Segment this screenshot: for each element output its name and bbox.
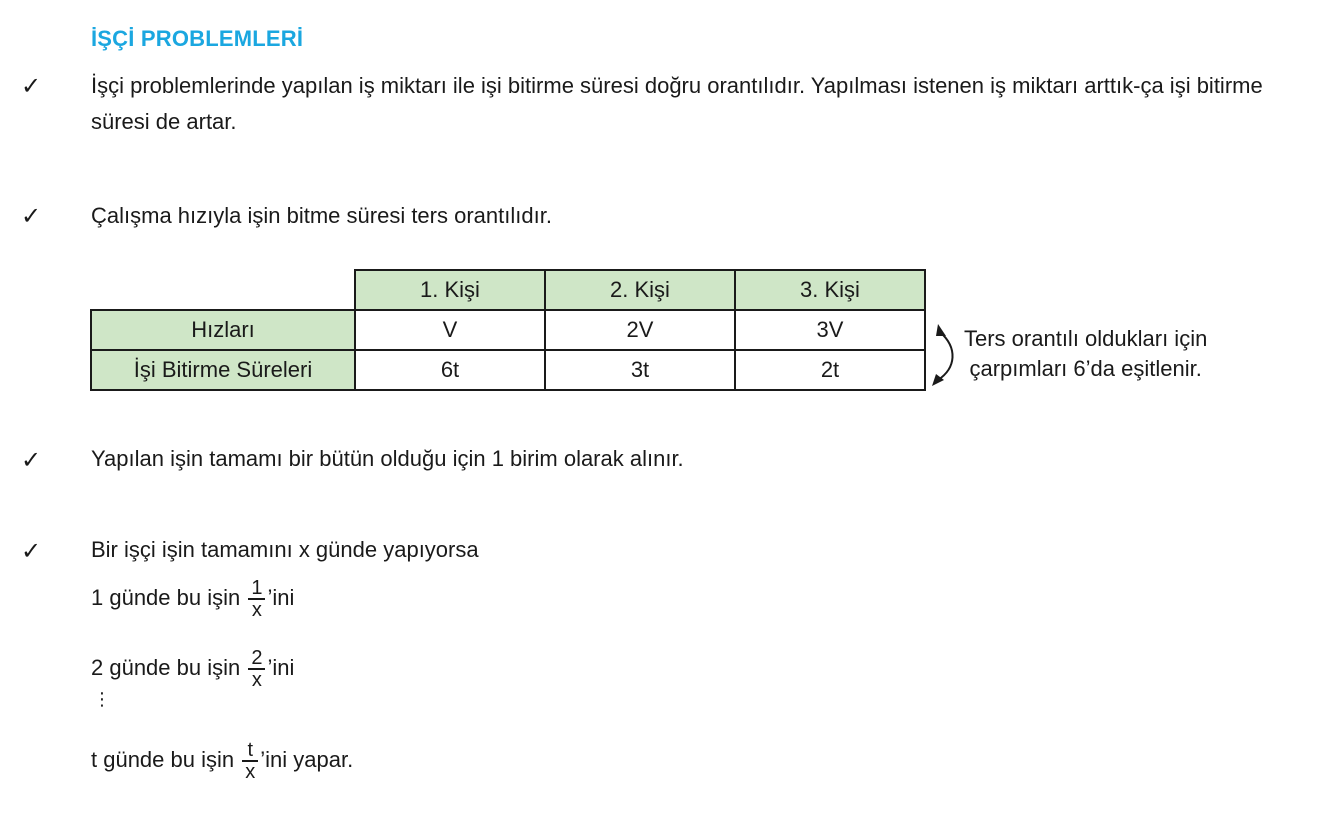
line-suffix: ’ini yapar. [260, 746, 354, 772]
fraction-line-1 [91, 578, 294, 620]
fraction-line-3 [91, 740, 353, 782]
note-line-1: Ters orantılı oldukları için [964, 326, 1208, 351]
check-icon: ✓ [21, 447, 42, 474]
table-cell: 2t [735, 350, 925, 390]
fraction [248, 648, 265, 690]
line-suffix: ’ini [267, 584, 295, 610]
table-header-row [91, 270, 925, 310]
bullet-text-4: Bir işçi işin tamamını x günde yapıyorsa [91, 537, 479, 562]
fraction-denominator: x [251, 599, 262, 621]
check-icon: ✓ [21, 203, 42, 230]
table-cell: V [355, 310, 545, 350]
bullet-text-3: Yapılan işin tamamı bir bütün olduğu için 1 birim olarak alınır. [91, 446, 684, 471]
table-corner [91, 270, 355, 310]
table-cell: 3t [545, 350, 735, 390]
fraction [242, 740, 258, 782]
table-row [91, 350, 925, 390]
speed-time-table [90, 269, 926, 391]
check-icon: ✓ [21, 73, 42, 100]
table-cell: 3V [735, 310, 925, 350]
table-header-cell: 1. Kişi [355, 270, 545, 310]
line-prefix: t günde bu işin [91, 746, 235, 772]
bullet-text-2: Çalışma hızıyla işin bitme süresi ters orantılıdır. [91, 203, 552, 228]
check-icon: ✓ [21, 538, 42, 565]
table-cell: 2V [545, 310, 735, 350]
section-title: İŞÇİ PROBLEMLERİ [91, 26, 304, 51]
table-header-cell: 2. Kişi [545, 270, 735, 310]
fraction-numerator: t [242, 740, 258, 762]
curved-double-arrow-icon [928, 320, 962, 390]
fraction-numerator: 1 [248, 578, 265, 600]
line-prefix: 2 günde bu işin [91, 654, 241, 680]
table-cell: 6t [355, 350, 545, 390]
line-suffix: ’ini [267, 654, 295, 680]
bullet-text-1: İşçi problemlerinde yapılan iş miktarı ile işi bitirme süresi doğru orantılıdır. Yapılması istenen iş miktarı arttık-ça işi bitirme süresi de artar. [91, 73, 1263, 134]
inverse-note [964, 324, 1207, 384]
row-label: Hızları [91, 310, 355, 350]
table-header-cell: 3. Kişi [735, 270, 925, 310]
fraction-numerator: 2 [248, 648, 265, 670]
fraction [248, 578, 265, 620]
fraction-line-2 [91, 648, 294, 690]
vertical-ellipsis: ⋮ [93, 689, 111, 709]
note-line-2: çarpımları 6’da eşitlenir. [969, 356, 1202, 381]
fraction-denominator: x [245, 761, 256, 783]
fraction-denominator: x [251, 669, 262, 691]
table-row [91, 310, 925, 350]
row-label: İşi Bitirme Süreleri [91, 350, 355, 390]
line-prefix: 1 günde bu işin [91, 584, 241, 610]
